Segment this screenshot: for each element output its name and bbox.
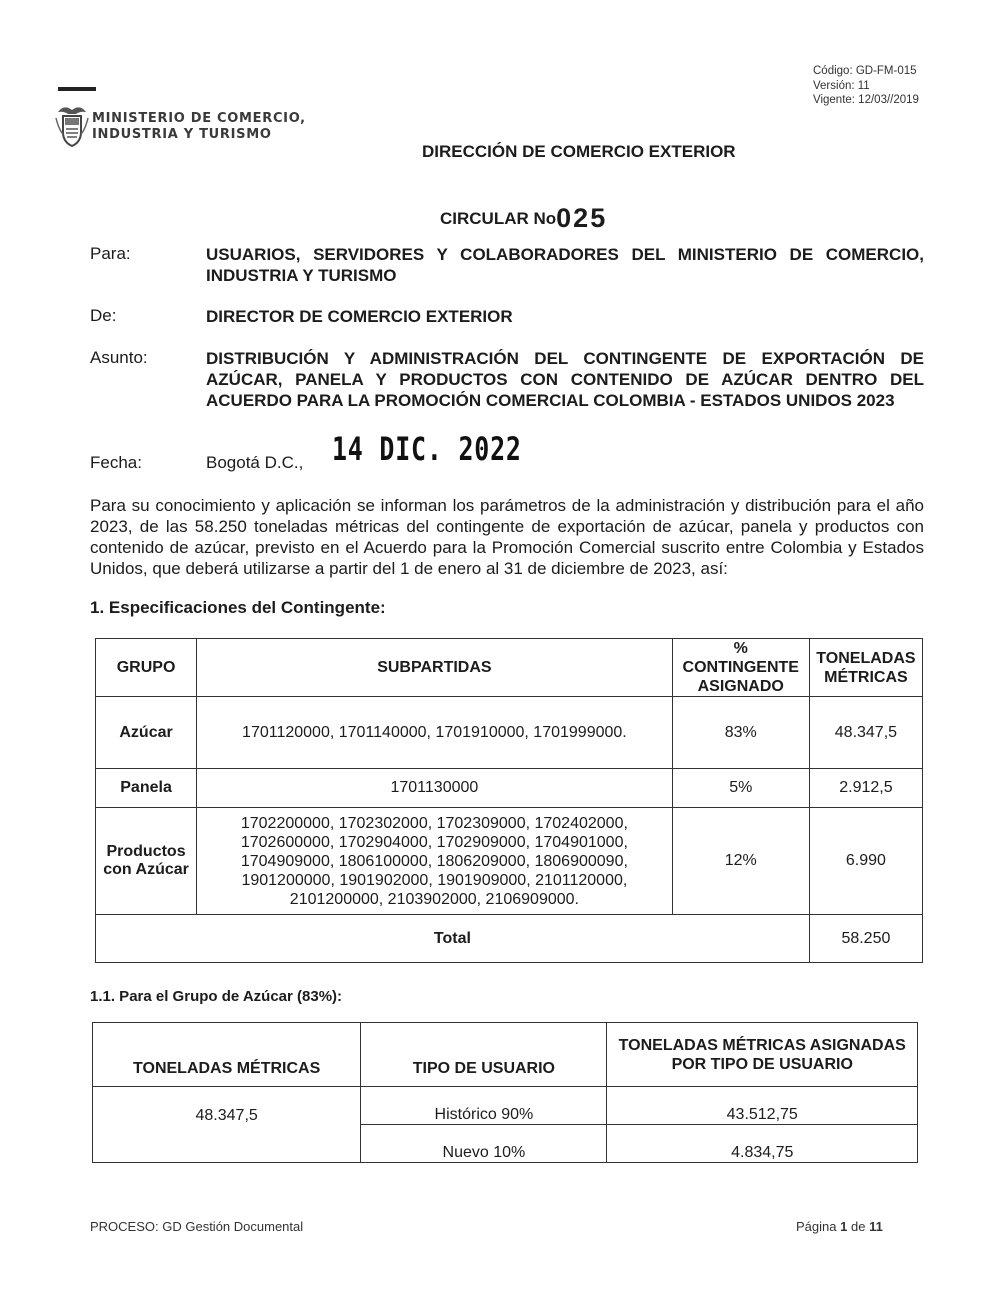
doc-version: Versión: 11: [813, 79, 870, 92]
cell-asignadas: 43.512,75: [607, 1087, 918, 1125]
direction-title: DIRECCIÓN DE COMERCIO EXTERIOR: [422, 142, 736, 161]
asunto-label: Asunto:: [90, 348, 148, 367]
cell-subpartidas: 1702200000, 1702302000, 1702309000, 1702402000, 1702600000, 1702904000, 1702909000, 1704901000, 1704909000, 1806100000, 1806209000, 1806900090, 1901200000, 1901902000, 1901909000, 2101120000, 2101200000, 2103902000, 2106909000.: [197, 808, 673, 915]
para-value: USUARIOS, SERVIDORES Y COLABORADORES DEL MINISTERIO DE COMERCIO, INDUSTRIA Y TURISMO: [206, 245, 924, 285]
header-mark: [58, 87, 96, 91]
table-total-row: [96, 915, 923, 963]
col-pct: % CONTINGENTE ASIGNADO: [672, 639, 809, 697]
section-1-title: 1. Especificaciones del Contingente:: [90, 598, 386, 617]
table-row: [96, 697, 923, 769]
ministry-name: [92, 111, 306, 143]
cell-grupo: Panela: [96, 769, 197, 808]
cell-tons: 6.990: [809, 808, 922, 915]
col-subpartidas: SUBPARTIDAS: [197, 639, 673, 697]
cell-tons: 48.347,5: [809, 697, 922, 769]
table-header-row: [96, 639, 923, 697]
page-prefix: Página: [796, 1219, 837, 1234]
cell-tons: 2.912,5: [809, 769, 922, 808]
total-value: 58.250: [809, 915, 922, 963]
document-code-block: [813, 64, 919, 108]
page-of: de: [850, 1219, 866, 1234]
cell-tipo: Nuevo 10%: [361, 1125, 607, 1163]
para-label: Para:: [90, 244, 131, 263]
cell-subpartidas: 1701130000: [197, 769, 673, 808]
sugar-group-table: [92, 1022, 918, 1163]
cell-grupo: Productos con Azúcar: [96, 808, 197, 915]
doc-valid-date: Vigente: 12/03//2019: [813, 94, 919, 106]
fecha-place: Bogotá D.C.,: [206, 453, 304, 472]
table-row: [96, 769, 923, 808]
table-row: [93, 1087, 918, 1125]
table-row: [96, 808, 923, 915]
de-value: DIRECTOR DE COMERCIO EXTERIOR: [206, 307, 513, 326]
de-label: De:: [90, 306, 117, 325]
ministry-line-1: MINISTERIO DE COMERCIO,: [92, 111, 306, 126]
cell-grupo: Azúcar: [96, 697, 197, 769]
page-total: 11: [869, 1219, 883, 1234]
footer-page: [796, 1219, 883, 1234]
footer-process: PROCESO: GD Gestión Documental: [90, 1219, 304, 1234]
circular-label: CIRCULAR No: [440, 209, 557, 228]
cell-tipo: Histórico 90%: [361, 1087, 607, 1125]
col-tons: TONELADAS MÉTRICAS: [93, 1023, 361, 1087]
cell-tons: 48.347,5: [93, 1087, 361, 1163]
total-label: Total: [96, 915, 810, 963]
ministry-line-2: INDUSTRIA Y TURISMO: [92, 127, 272, 142]
cell-pct: 5%: [672, 769, 809, 808]
table-header-row: [93, 1023, 918, 1087]
page-number: 1: [840, 1219, 848, 1234]
col-tons: TONELADAS MÉTRICAS: [809, 639, 922, 697]
asunto-value: DISTRIBUCIÓN Y ADMINISTRACIÓN DEL CONTINGENTE DE EXPORTACIÓN DE AZÚCAR, PANELA Y PRODUCTOS CON CONTENIDO DE AZÚCAR DENTRO DEL ACUERDO PARA LA PROMOCIÓN COMERCIAL COLOMBIA - ESTADOS UNIDOS 2023: [206, 349, 924, 410]
coat-of-arms-icon: [54, 102, 90, 148]
fecha-label: Fecha:: [90, 453, 142, 472]
cell-pct: 83%: [672, 697, 809, 769]
cell-asignadas: 4.834,75: [607, 1125, 918, 1163]
cell-pct: 12%: [672, 808, 809, 915]
col-asignadas: TONELADAS MÉTRICAS ASIGNADAS POR TIPO DE USUARIO: [607, 1023, 918, 1087]
cell-subpartidas: 1701120000, 1701140000, 1701910000, 1701999000.: [197, 697, 673, 769]
circular-number: 025: [556, 203, 608, 233]
col-grupo: GRUPO: [96, 639, 197, 697]
doc-code: Código: GD-FM-015: [813, 65, 917, 77]
date-stamp: 14 DIC. 2022: [332, 430, 522, 468]
circular-title: [440, 200, 607, 231]
intro-paragraph: Para su conocimiento y aplicación se informan los parámetros de la administración y distribución para el año 2023, de las 58.250 toneladas métricas del contingente de exportación de azúcar, panela y productos con contenido de azúcar, previsto en el Acuerdo para la Promoción Comercial suscrito entre Colombia y Estados Unidos, que deberá utilizarse a partir del 1 de enero al 31 de diciembre de 2023, así:: [90, 496, 924, 578]
col-tipo: TIPO DE USUARIO: [361, 1023, 607, 1087]
section-1-1-title: 1.1. Para el Grupo de Azúcar (83%):: [90, 988, 343, 1005]
contingent-table: [95, 638, 923, 963]
